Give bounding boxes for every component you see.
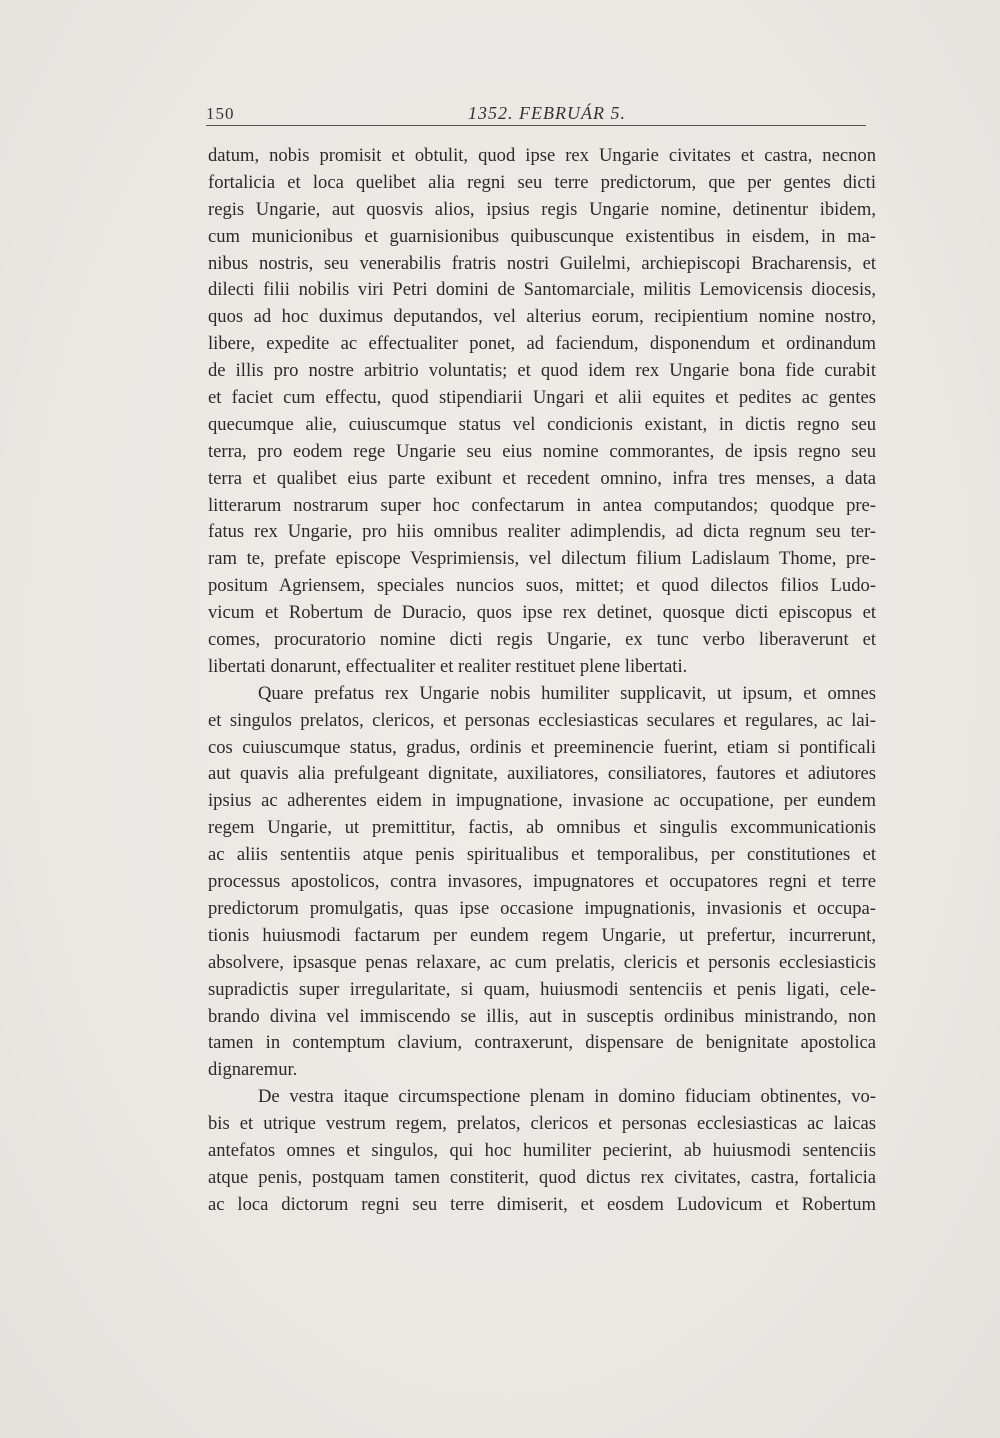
text-line: fatus rex Ungarie, pro hiis omnibus realiter adimplendis, ad dicta regnum seu ter- [208,521,876,543]
text-line: fortalicia et loca quelibet alia regni seu terre predictorum, que per gentes dicti [208,171,876,193]
text-line: de illis pro nostre arbitrio voluntatis; et quod idem rex Ungarie bona fide curabit [208,360,876,382]
text-line: positum Agriensem, speciales nuncios suos, mittet; et quod dilectos filios Ludo- [208,575,876,597]
text-line: dignaremur. [208,1059,298,1081]
text-line: et singulos prelatos, clericos, et personas ecclesiasticas seculares et regulares, ac lai- [208,709,876,731]
page-header [206,104,866,126]
page-number: 150 [206,104,235,123]
text-line: regis Ungarie, aut quosvis alios, ipsius regis Ungarie nomine, detinentur ibidem, [208,198,876,220]
text-line: litterarum nostrarum super hoc confectarum in antea computandos; quodque pre- [208,494,876,516]
text-line: De vestra itaque circumspectione plenam in domino fiduciam obtinentes, vo- [258,1086,876,1108]
text-line: comes, procuratorio nomine dicti regis Ungarie, ex tunc verbo liberaverunt et [208,629,876,651]
text-line: tamen in contemptum clavium, contraxerunt, dispensare de benignitate apostolica [208,1032,876,1054]
text-line: datum, nobis promisit et obtulit, quod ipse rex Ungarie civitates et castra, necnon [208,145,876,166]
text-line: brando divina vel immiscendo se illis, aut in susceptis ordinibus ministrando, non [208,1005,876,1027]
text-line: aut quavis alia prefulgeant dignitate, auxiliatores, consiliatores, fautores et adiutores [208,763,876,785]
text-line: et faciet cum effectu, quod stipendiarii Ungari et alii equites et pedites ac gentes [208,387,876,409]
text-line: cos cuiuscumque status, gradus, ordinis et preeminencie fuerint, etiam si pontificali [208,736,876,758]
running-head: 1352. FEBRUÁR 5. [468,103,626,123]
text-line: processus apostolicos, contra invasores, impugnatores et occupatores regni et terre [208,871,876,893]
text-line: predictorum promulgatis, quas ipse occasione impugnationis, invasionis et occupa- [208,897,876,919]
text-line: libertati donarunt, effectualiter et realiter restituet plene libertati. [208,655,688,677]
text-line: Quare prefatus rex Ungarie nobis humiliter supplicavit, ut ipsum, et omnes [258,682,876,704]
text-line: libere, expedite ac effectualiter ponet, ad faciendum, disponendum et ordinandum [208,333,876,355]
text-line: cum municionibus et guarnisionibus quibuscunque existentibus in eisdem, in ma- [208,225,876,247]
text-line: dilecti filii nobilis viri Petri domini de Santomarciale, militis Lemovicensis diocesis, [208,279,876,301]
text-line: regem Ungarie, ut premittitur, factis, ab omnibus et singulis excommunicationis [208,817,876,839]
text-line: atque penis, postquam tamen constiterit, quod dictus rex civitates, castra, fortalicia [208,1166,876,1188]
body-text [208,143,876,1219]
text-line: terra et qualibet eius parte exibunt et recedent omnino, infra tres menses, a data [208,467,876,489]
text-line: bis et utrique vestrum regem, prelatos, clericos et personas ecclesiasticas ac laicas [208,1113,876,1135]
text-line: terra, pro eodem rege Ungarie seu eius nomine commorantes, de ipsis regno seu [208,440,876,462]
text-line: absolvere, ipsasque penas relaxare, ac cum prelatis, clericis et personis ecclesiasticis [208,951,876,973]
text-line: nibus nostris, seu venerabilis fratris nostri Guilelmi, archiepiscopi Bracharensis, et [208,252,876,274]
text-line: vicum et Robertum de Duracio, quos ipse rex detinet, quosque dicti episcopus et [208,602,876,624]
text-line: quecumque alie, cuiuscumque status vel condicionis existant, in dictis regno seu [208,413,876,435]
text-line: tionis huiusmodi factarum per eundem regem Ungarie, ut prefertur, incurrerunt, [208,924,876,946]
text-line: ac aliis sententiis atque penis spiritualibus et temporalibus, per constitutiones et [208,844,876,866]
text-line: ac loca dictorum regni seu terre dimiserit, et eosdem Ludovicum et Robertum [208,1193,876,1215]
header-rule [206,125,866,126]
text-line: ram te, prefate episcope Vesprimiensis, vel dilectum filium Ladislaum Thome, pre- [208,548,876,570]
text-line: antefatos omnes et singulos, qui hoc humiliter pecierint, ab huiusmodi sentenciis [208,1139,876,1161]
text-line: ipsius ac adherentes eidem in impugnatione, invasione ac occupatione, per eundem [208,790,876,812]
text-line: quos ad hoc duximus deputandos, vel alterius eorum, recipientium nomine nostro, [208,306,876,328]
text-line: supradictis super irregularitate, si quam, huiusmodi sentenciis et penis ligati, cele- [208,978,876,1000]
